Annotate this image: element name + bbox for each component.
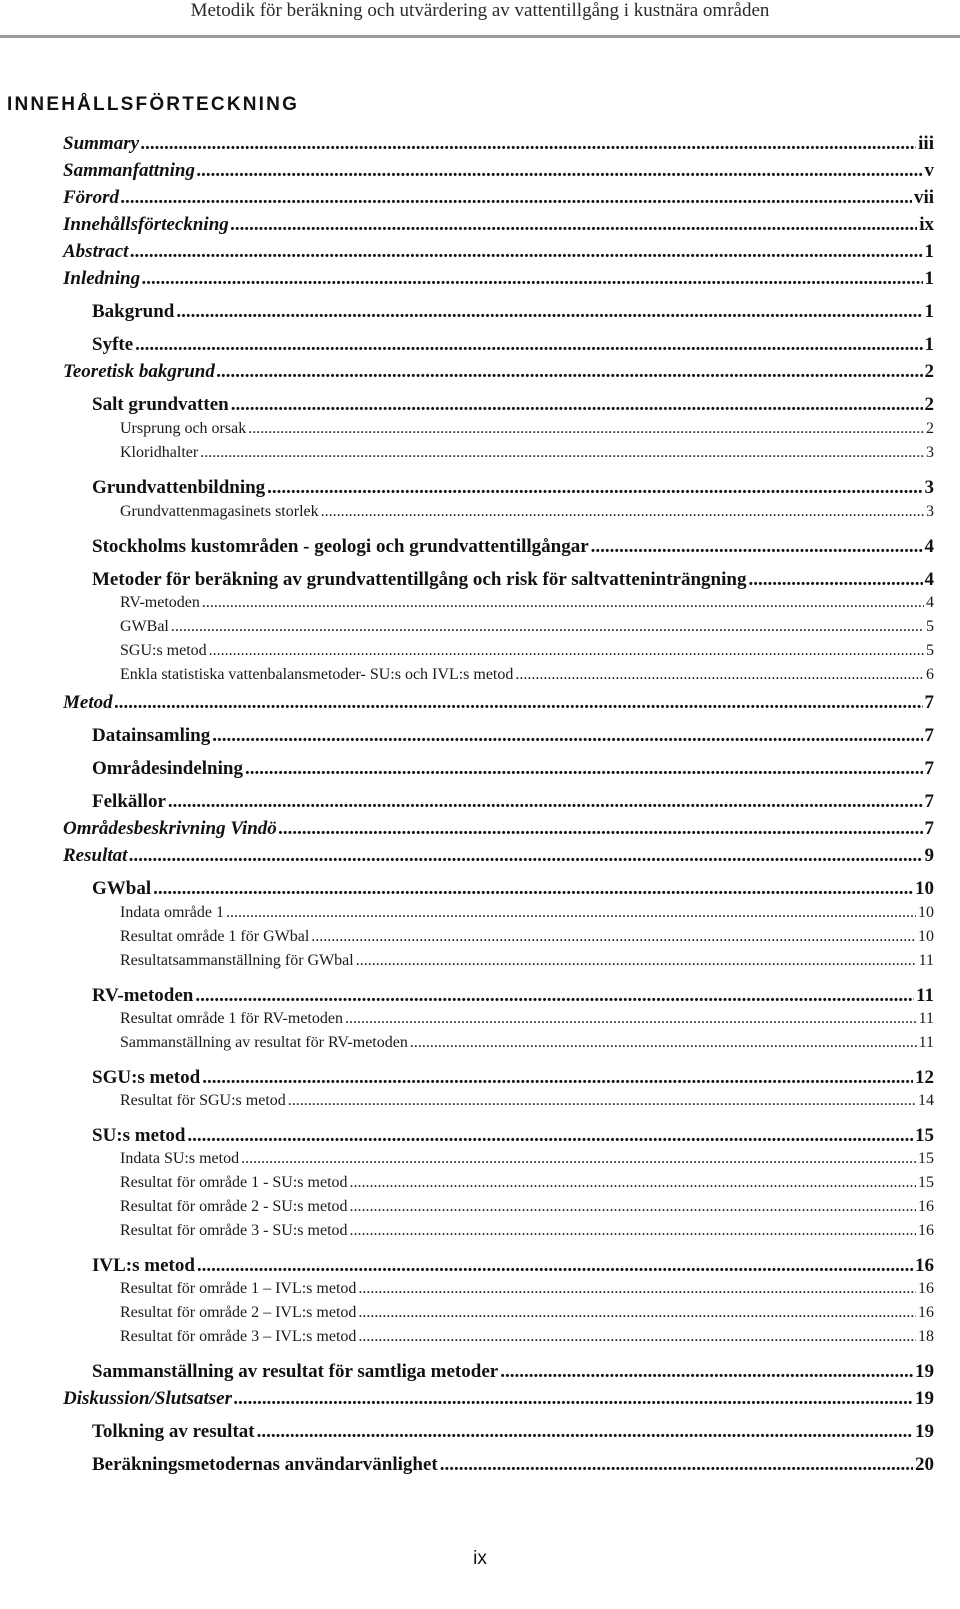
toc-entry[interactable] [92,725,934,747]
toc-entry-title: Områdesindelning [92,758,243,779]
page-number: ix [473,1548,487,1569]
toc-entry-page: iii [918,133,934,154]
toc-entry-title: Inledning [63,268,141,289]
dot-leader [187,1125,913,1147]
toc-entry-page: 1 [924,334,934,355]
toc-entry-page: 19 [915,1421,934,1442]
toc-entry-page: 16 [918,1222,934,1239]
dot-leader [311,928,916,946]
dot-leader [356,952,917,970]
dot-leader [197,1255,913,1277]
toc-entry-title: Resultat för område 3 – IVL:s metod [120,1328,357,1345]
dot-leader [197,160,923,182]
toc-entry-page: 18 [918,1328,934,1345]
toc-entry-title: Indata område 1 [120,904,224,921]
toc-entry[interactable] [63,133,934,155]
toc-entry-title: Summary [63,133,140,154]
dot-leader [231,214,917,236]
toc-entry[interactable] [63,818,934,840]
toc-entry[interactable] [63,845,934,867]
toc-entry[interactable] [92,1454,934,1476]
dot-leader [217,361,923,383]
toc-entry-page: 19 [915,1388,934,1409]
dot-leader [358,1280,916,1298]
toc-entry-title: Abstract [63,241,129,262]
dot-leader [129,845,922,867]
toc-entry-page: 7 [924,818,934,839]
toc-entry-page: 7 [924,692,934,713]
toc-entry-page: 1 [924,241,934,262]
dot-leader [279,818,923,840]
toc-entry-title: Resultat för område 1 - SU:s metod [120,1174,348,1191]
toc-entry[interactable] [120,952,934,970]
toc-entry-title: IVL:s metod [92,1255,195,1276]
toc-entry-title: Grundvattenbildning [92,477,266,498]
dot-leader [350,1222,916,1240]
toc-entry-page: 1 [924,301,934,322]
toc-entry[interactable] [92,569,934,591]
toc-entry[interactable] [120,1304,934,1322]
toc-entry[interactable] [92,1067,934,1089]
toc-entry-title: Resultat [63,845,128,866]
toc-entry-title: SU:s metod [92,1125,186,1146]
dot-leader [345,1010,917,1028]
toc-entry[interactable] [63,187,934,209]
toc-entry-page: 12 [915,1067,934,1088]
dot-leader [195,985,914,1007]
dot-leader [358,1304,916,1322]
toc-entry[interactable] [63,361,934,383]
toc-entry-page: 11 [918,1034,934,1051]
toc-entry-title: RV-metoden [92,985,194,1006]
dot-leader [321,503,924,521]
toc-entry[interactable] [92,1255,934,1277]
toc-entry-page: 4 [924,536,934,557]
dot-leader [410,1034,917,1052]
toc-entry-page: 19 [915,1361,934,1382]
toc-entry[interactable] [63,1388,934,1410]
toc-entry-title: Felkällor [92,791,166,812]
toc-entry-page: v [924,160,934,181]
toc-entry-title: Resultat för område 1 – IVL:s metod [120,1280,357,1297]
toc-entry-page: 10 [918,904,934,921]
toc-entry[interactable] [92,1421,934,1443]
toc-entry-title: Tolkning av resultat [92,1421,255,1442]
toc-entry-page: 15 [918,1174,934,1191]
toc-entry[interactable] [120,444,934,462]
dot-leader [141,133,916,155]
toc-entry-title: Sammanställning av resultat för samtliga metoder [92,1361,499,1382]
toc-entry-title: SGU:s metod [120,642,207,659]
toc-entry[interactable] [120,420,934,438]
toc-entry[interactable] [63,268,934,290]
toc-entry[interactable] [120,594,934,612]
toc-entry[interactable] [120,1174,934,1192]
dot-leader [115,692,923,714]
toc-entry-page: 2 [924,394,934,415]
running-header-title: Metodik för beräkning och utvärdering av vattentillgång i kustnära områden [190,0,770,21]
toc-entry-title: Resultat för område 2 – IVL:s metod [120,1304,357,1321]
toc-entry-page: 7 [924,758,934,779]
toc-entry-title: Metoder för beräkning av grundvattentillgång och risk för saltvatteninträngning [92,569,747,590]
dot-leader [288,1092,916,1110]
dot-leader [257,1421,913,1443]
toc-entry-title: Ursprung och orsak [120,420,247,437]
toc-entry[interactable] [92,477,934,499]
toc-entry[interactable] [120,1328,934,1346]
toc-entry-page: 4 [924,569,934,590]
dot-leader [202,594,924,612]
toc-entry[interactable] [92,334,934,356]
toc-entry-title: Syfte [92,334,134,355]
dot-leader [350,1174,916,1192]
dot-leader [234,1388,913,1410]
toc-entry-title: Resultat för område 2 - SU:s metod [120,1198,348,1215]
dot-leader [267,477,922,499]
dot-leader [171,618,924,636]
dot-leader [231,394,923,416]
toc-entry-page: 16 [918,1280,934,1297]
toc-entry-title: Områdesbeskrivning Vindö [63,818,277,839]
toc-entry-page: 16 [918,1198,934,1215]
dot-leader [241,1150,916,1168]
dot-leader [176,301,922,323]
toc-entry-page: 3 [924,477,934,498]
toc-entry[interactable] [92,301,934,323]
toc-entry-title: Innehållsförteckning [63,214,229,235]
toc-entry-page: 3 [926,503,934,520]
toc-entry[interactable] [63,241,934,263]
toc-entry[interactable] [120,1034,934,1052]
toc-entry-page: ix [919,214,934,235]
toc-entry-page: 1 [924,268,934,289]
toc-entry[interactable] [120,1010,934,1028]
dot-leader [591,536,923,558]
toc-entry-page: 16 [915,1255,934,1276]
toc-entry-page: 14 [918,1092,934,1109]
toc-entry-title: Sammanfattning [63,160,195,181]
toc-entry-page: 10 [915,878,934,899]
toc-entry[interactable] [92,1125,934,1147]
dot-leader [245,758,923,780]
toc-entry[interactable] [92,536,934,558]
dot-leader [168,791,923,813]
toc-entry-title: GWBal [120,618,169,635]
toc-entry-page: 3 [926,444,934,461]
toc-entry-title: Stockholms kustområden - geologi och grundvattentillgångar [92,536,589,557]
toc-heading: INNEHÅLLSFÖRTECKNING [7,94,300,115]
toc-entry-page: 11 [918,1010,934,1027]
toc-entry-title: Resultat område 1 för GWbal [120,928,310,945]
dot-leader [358,1328,916,1346]
toc-entry-title: Salt grundvatten [92,394,229,415]
toc-entry[interactable] [120,1280,934,1298]
dot-leader [515,666,924,684]
toc-entry-page: 16 [918,1304,934,1321]
toc-entry-title: Kloridhalter [120,444,199,461]
toc-entry-title: Resultatsammanställning för GWbal [120,952,354,969]
toc-entry-page: 11 [918,952,934,969]
dot-leader [121,187,912,209]
toc-entry-title: SGU:s metod [92,1067,201,1088]
toc-entry-title: RV-metoden [120,594,200,611]
dot-leader [748,569,922,591]
dot-leader [226,904,916,922]
toc-entry[interactable] [63,692,934,714]
toc-entry-page: 7 [924,791,934,812]
dot-leader [142,268,922,290]
toc-entry-page: 15 [918,1150,934,1167]
toc-entry-title: Förord [63,187,119,208]
toc-entry-title: Metod [63,692,113,713]
toc-entry[interactable] [120,618,934,636]
toc-entry-title: Sammanställning av resultat för RV-metoden [120,1034,408,1051]
toc-entry-page: vii [913,187,934,208]
toc-entry[interactable] [92,758,934,780]
toc-entry-page: 7 [924,725,934,746]
toc-entry[interactable] [120,1222,934,1240]
dot-leader [212,725,922,747]
toc-entry[interactable] [92,1361,934,1383]
toc-entry[interactable] [92,985,934,1007]
toc-entry[interactable] [92,878,934,900]
dot-leader [248,420,924,438]
dot-leader [135,334,922,356]
toc-entry[interactable] [63,160,934,182]
toc-entry-title: Datainsamling [92,725,211,746]
dot-leader [440,1454,913,1476]
toc-entry[interactable] [120,1198,934,1216]
toc-entry[interactable] [92,791,934,813]
toc-entry-title: Resultat område 1 för RV-metoden [120,1010,343,1027]
toc-entry-page: 11 [916,985,934,1006]
toc-entry-title: GWbal [92,878,152,899]
toc-entry[interactable] [120,1150,934,1168]
toc-entry[interactable] [120,1092,934,1110]
toc-entry[interactable] [120,904,934,922]
toc-entry[interactable] [120,503,934,521]
toc-entry-page: 5 [926,642,934,659]
toc-entry-title: Resultat för SGU:s metod [120,1092,286,1109]
toc-entry-page: 2 [926,420,934,437]
toc-entry-title: Bakgrund [92,301,175,322]
toc-entry[interactable] [63,214,934,236]
toc-entry-page: 15 [915,1125,934,1146]
dot-leader [153,878,913,900]
toc-entry-title: Enkla statistiska vattenbalansmetoder- SU:s och IVL:s metod [120,666,514,683]
toc-entry[interactable] [120,642,934,660]
toc-entry-page: 10 [918,928,934,945]
dot-leader [130,241,922,263]
toc-entry[interactable] [92,394,934,416]
toc-entry-page: 4 [926,594,934,611]
toc-entry[interactable] [120,928,934,946]
toc-entry-title: Resultat för område 3 - SU:s metod [120,1222,348,1239]
toc-entry-page: 5 [926,618,934,635]
dot-leader [350,1198,916,1216]
toc-entry[interactable] [120,666,934,684]
toc-entry-title: Diskussion/Slutsatser [63,1388,232,1409]
toc-entry-page: 6 [926,666,934,683]
toc-entry-title: Beräkningsmetodernas användarvänlighet [92,1454,438,1475]
dot-leader [202,1067,913,1089]
toc-entry-page: 2 [924,361,934,382]
toc-entry-page: 20 [915,1454,934,1475]
dot-leader [200,444,924,462]
toc-entry-title: Grundvattenmagasinets storlek [120,503,319,520]
toc-entry-page: 9 [924,845,934,866]
toc-entry-title: Teoretisk bakgrund [63,361,215,382]
dot-leader [209,642,924,660]
dot-leader [500,1361,913,1383]
toc-entry-title: Indata SU:s metod [120,1150,240,1167]
